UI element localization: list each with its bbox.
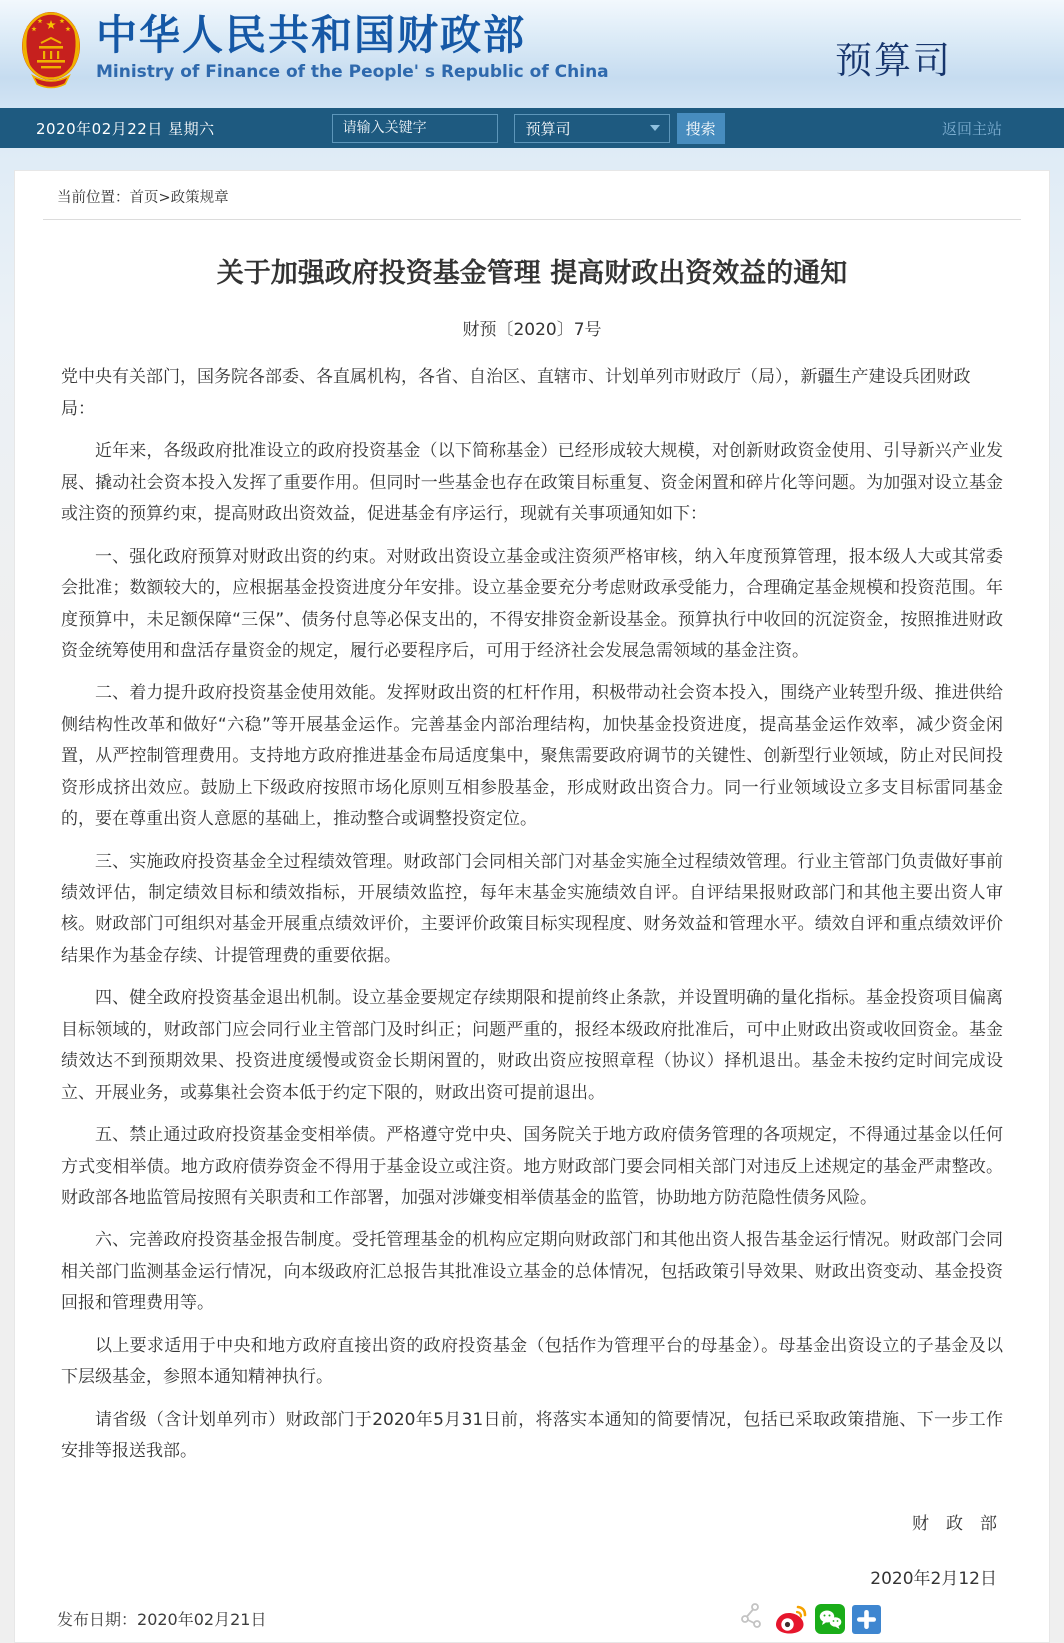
breadcrumb-separator: > <box>158 190 171 206</box>
search-button[interactable]: 搜索 <box>677 113 725 144</box>
return-home-link[interactable]: 返回主站 <box>941 119 1002 138</box>
document-number: 财预〔2020〕7号 <box>462 320 602 341</box>
weibo-icon[interactable] <box>775 1604 808 1634</box>
publish-date-line <box>57 1607 266 1634</box>
document-paragraph: 六、完善政府投资基金报告制度。受托管理基金的机构应定期向财政部门和其他出资人报告基金运行情况。财政部门会同相关部门监测基金运行情况，向本级政府汇总报告其批准设立基金的总体情况，包括政策引导效果、财政出资变动、基金投资回报和管理费用等。 <box>61 1230 1003 1314</box>
signature-date: 2020年2月12日 <box>870 1569 997 1590</box>
publish-date-label: 发布日期： <box>57 1610 138 1629</box>
document-paragraph: 三、实施政府投资基金全过程绩效管理。财政部门会同相关部门对基金实施全过程绩效管理。行业主管部门负责做好事前绩效评估，制定绩效目标和绩效指标，开展绩效监控，每年末基金实施绩效自评。自评结果报财政部门和其他主要出资人审核。财政部门可组织对基金开展重点绩效评价，主要评价政策目标实现程度、财务效益和管理水平。绩效自评和重点绩效评价结果作为基金存续、计提管理费的重要依据。 <box>61 851 1003 966</box>
share-icons <box>738 1600 881 1634</box>
site-header <box>0 0 1064 108</box>
notice-document <box>43 220 1021 1589</box>
breadcrumb-home-link[interactable]: 首页 <box>129 190 159 206</box>
search-input[interactable] <box>332 114 498 143</box>
signature-block <box>61 1509 1003 1589</box>
wechat-icon[interactable] <box>815 1604 845 1634</box>
document-paragraph: 二、着力提升政府投资基金使用效能。发挥财政出资的杠杆作用，积极带动社会资本投入，围绕产业转型升级、推进供给侧结构性改革和做好“六稳”等开展基金运作。完善基金内部治理结构，加快基金投资进度，提高基金运作效率，减少资金闲置，从严控制管理费用。支持地方政府推进基金布局适度集中，聚焦需要政府调节的关键性、创新型行业领域，防止对民间投资形成挤出效应。鼓励上下级政府按照市场化原则互相参股基金，形成财政出资合力。同一行业领域设立多支目标雷同基金的，要在尊重出资人意愿的基础上，推动整合或调整投资定位。 <box>61 683 1003 830</box>
chevron-down-icon <box>650 125 660 131</box>
current-date: 2020年02月22日 星期六 <box>36 119 215 138</box>
site-title-en: Ministry of Finance of the People' s Republic of China <box>96 62 609 83</box>
share-nodes-icon[interactable] <box>738 1600 768 1634</box>
document-paragraph: 以上要求适用于中央和地方政府直接出资的政府投资基金（包括作为管理平台的母基金）。母基金出资设立的子基金及以下层级基金，参照本通知精神执行。 <box>61 1335 1003 1388</box>
site-logo[interactable] <box>0 0 609 92</box>
share-more-icon[interactable] <box>852 1605 881 1634</box>
site-titles <box>96 10 609 82</box>
search-group <box>332 113 725 144</box>
breadcrumb <box>43 171 1021 220</box>
publish-date-value: 2020年02月21日 <box>137 1610 267 1629</box>
document-paragraph: 五、禁止通过政府投资基金变相举债。严格遵守党中央、国务院关于地方政府债务管理的各项规定，不得通过基金以任何方式变相举债。地方政府债券资金不得用于基金设立或注资。地方财政部门要会同相关部门对违反上述规定的基金严肃整改。财政部各地监管局按照有关职责和工作部署，加强对涉嫌变相举债基金的监管，协助地方防范隐性债务风险。 <box>61 1125 1003 1208</box>
breadcrumb-label: 当前位置： <box>57 190 130 206</box>
navbar <box>0 108 1064 148</box>
document-paragraph: 近年来，各级政府批准设立的政府投资基金（以下简称基金）已经形成较大规模，对创新财政资金使用、引导新兴产业发展、撬动社会资本投入发挥了重要作用。但同时一些基金也存在政策目标重复、资金闲置和碎片化等问题。为加强对设立基金或注资的预算约束，提高财政出资效益，促进基金有序运行，现就有关事项通知如下： <box>61 441 1003 525</box>
footer-row <box>43 1600 1021 1642</box>
search-scope-value: 预算司 <box>525 119 571 138</box>
breadcrumb-section-link[interactable]: 政策规章 <box>170 190 229 206</box>
document-salutation: 党中央有关部门，国务院各部委、各直属机构，各省、自治区、直辖市、计划单列市财政厅（局），新疆生产建设兵团财政局： <box>61 367 971 419</box>
signer: 财 政 部 <box>912 1514 997 1535</box>
search-scope-select[interactable] <box>514 114 670 143</box>
department-title: 预算司 <box>835 39 952 82</box>
site-title-cn: 中华人民共和国财政部 <box>96 11 526 59</box>
content-box <box>14 170 1050 1643</box>
china-national-emblem-icon <box>20 10 82 92</box>
document-paragraph: 四、健全政府投资基金退出机制。设立基金要规定存续期限和提前终止条款，并设置明确的量化指标。基金投资项目偏离目标领域的，财政部门应会同行业主管部门及时纠正；问题严重的，报经本级政府批准后，可中止财政出资或收回资金。基金绩效达不到预期效果、投资进度缓慢或资金长期闲置的，财政出资应按照章程（协议）择机退出。基金未按约定时间完成设立、开展业务，或募集社会资本低于约定下限的，财政出资可提前退出。 <box>61 988 1003 1103</box>
document-paragraph: 一、强化政府预算对财政出资的约束。对财政出资设立基金或注资须严格审核，纳入年度预算管理，报本级人大或其常委会批准；数额较大的，应根据基金投资进度分年安排。设立基金要充分考虑财政承受能力，合理确定基金规模和投资范围。年度预算中，未足额保障“三保”、债务付息等必保支出的，不得安排资金新设基金。预算执行中收回的沉淀资金，按照推进财政资金统筹使用和盘活存量资金的规定，履行必要程序后，可用于经济社会发展急需领域的基金注资。 <box>61 546 1003 661</box>
document-title: 关于加强政府投资基金管理 提高财政出资效益的通知 <box>216 258 848 289</box>
document-paragraph: 请省级（含计划单列市）财政部门于2020年5月31日前，将落实本通知的简要情况，包括已采取政策措施、下一步工作安排等报送我部。 <box>61 1409 1003 1461</box>
